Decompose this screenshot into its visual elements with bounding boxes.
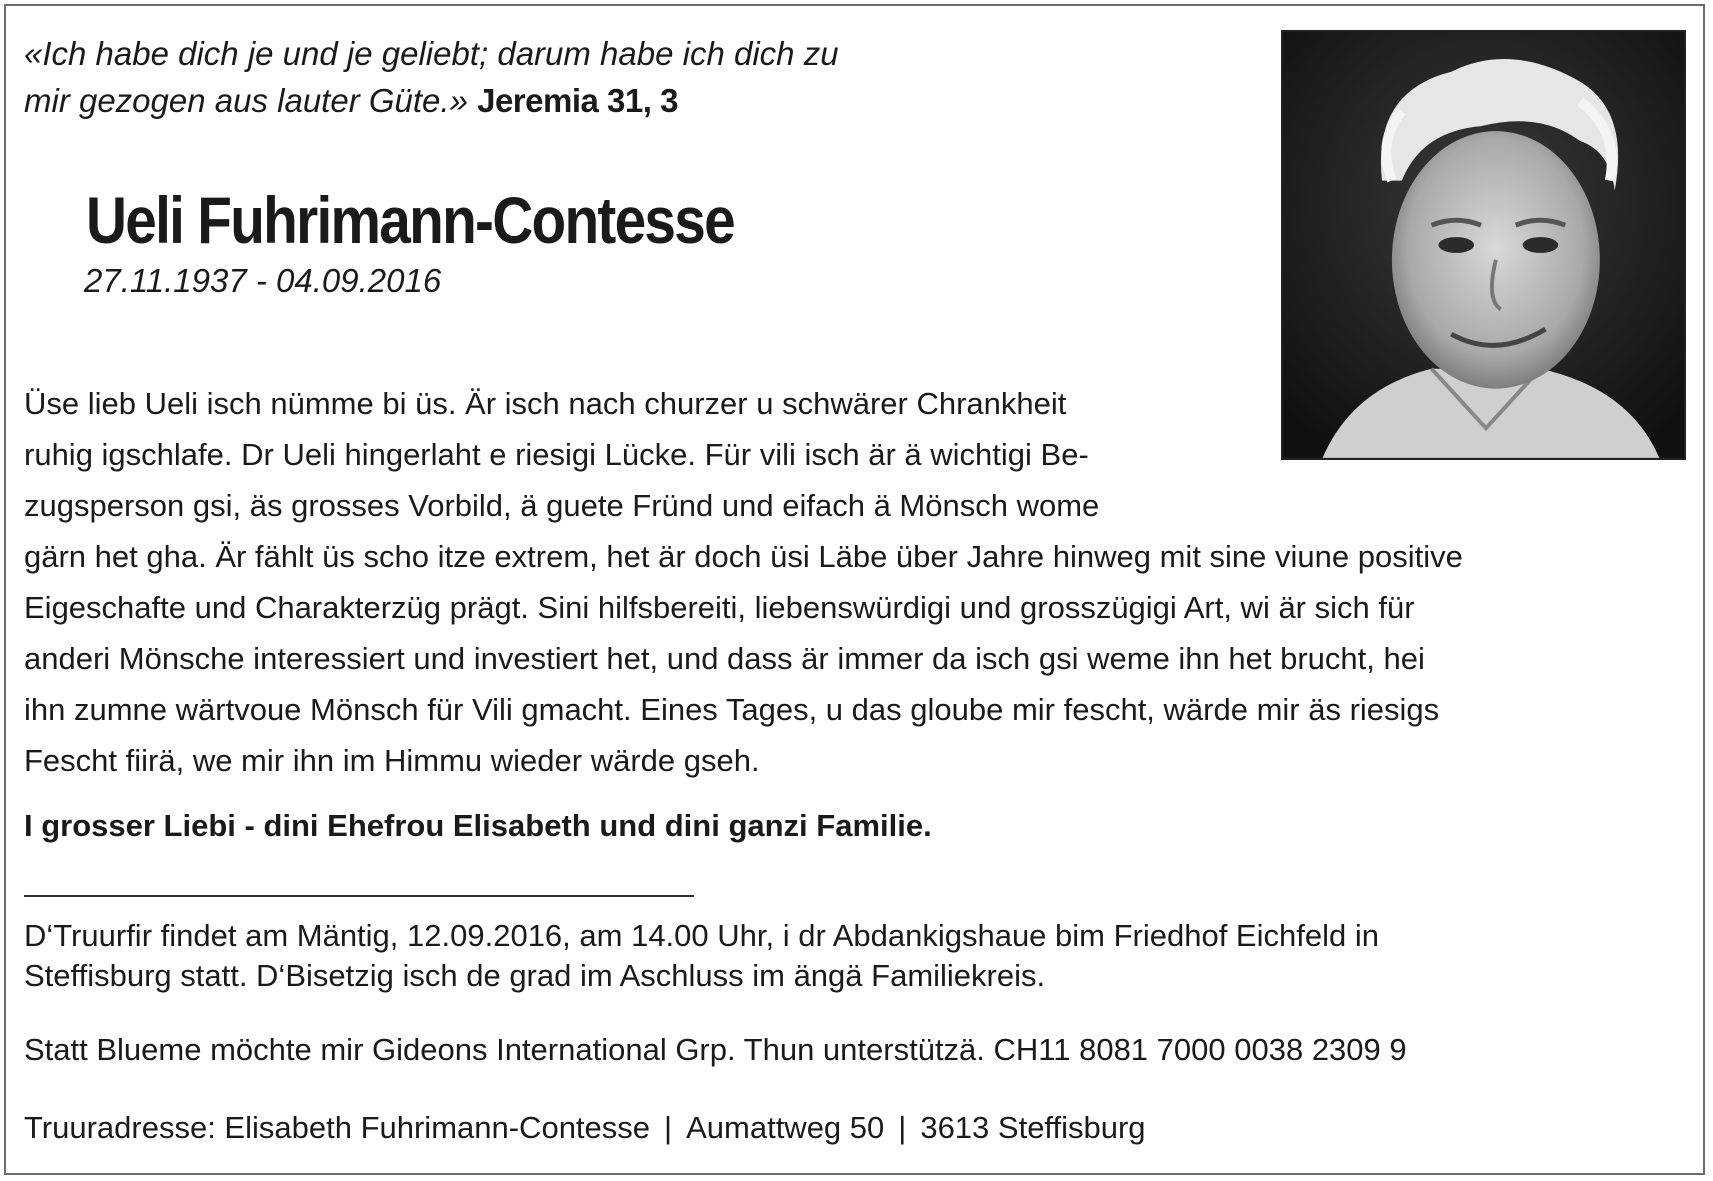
quote-line-1: «Ich habe dich je und je geliebt; darum habe ich dich zu xyxy=(24,35,839,72)
address-city: 3613 Steffisburg xyxy=(920,1110,1146,1145)
obituary-line: Üse lieb Ueli isch nümme bi üs. Är isch nach churzer u schwärer Chrankheit xyxy=(24,386,1067,421)
funeral-info-line-2: Steffisburg statt. D‘Bisetzig isch de grad im Aschluss im ängä Familiekreis. xyxy=(24,958,1046,993)
funeral-info-line-1: D‘Truurfir findet am Mäntig, 12.09.2016, am 14.00 Uhr, i dr Abdankigshaue bim Friedhof Eichfeld in xyxy=(24,918,1379,953)
obituary-line: ruhig igschlafe. Dr Ueli hingerlaht e riesigi Lücke. Für vili isch är ä wichtigi Be- xyxy=(24,437,1089,472)
life-dates: 27.11.1937 - 04.09.2016 xyxy=(84,262,442,299)
closing-signature: I grosser Liebi - dini Ehefrou Elisabeth und dini ganzi Familie. xyxy=(24,808,932,843)
bible-quote xyxy=(24,30,1044,124)
funeral-info xyxy=(24,916,1684,996)
address-street: Aumattweg 50 xyxy=(686,1110,885,1145)
obituary-line: zugsperson gsi, äs grosses Vorbild, ä guete Fründ und eifach ä Mönsch wome xyxy=(24,488,1100,523)
quote-line-2-text: mir gezogen aus lauter Güte.» xyxy=(24,82,468,119)
obituary-line: gärn het gha. Är fählt üs scho itze extrem, het är doch üsi Läbe über Jahre hinweg mit sine viune positive xyxy=(24,539,1463,574)
obituary-line: Eigeschafte und Charakterzüg prägt. Sini hilfsbereiti, liebenswürdigi und grosszügigi Art, wi är sich für xyxy=(24,590,1415,625)
divider xyxy=(24,895,694,897)
address-separator: | xyxy=(898,1110,907,1145)
obituary-line: anderi Mönsche interessiert und investiert het, und dass är immer da isch gsi weme ihn het brucht, hei xyxy=(24,641,1425,676)
quote-reference: Jeremia 31, 3 xyxy=(477,82,678,119)
obituary-line: Fescht fiirä, we mir ihn im Himmu wieder wärde gseh. xyxy=(24,743,760,778)
address-separator: | xyxy=(664,1110,673,1145)
obituary-text xyxy=(24,378,1684,786)
donation-info: Statt Blueme möchte mir Gideons International Grp. Thun unterstützä. CH11 8081 7000 0038 2309 9 xyxy=(24,1032,1407,1067)
mourning-address xyxy=(24,1108,1684,1148)
address-name: Truuradresse: Elisabeth Fuhrimann-Contesse xyxy=(24,1110,651,1145)
obituary-line: ihn zumne wärtvoue Mönsch für Vili gmacht. Eines Tages, u das gloube mir fescht, wärde mir äs riesigs xyxy=(24,692,1440,727)
quote-line-2 xyxy=(24,77,1044,124)
deceased-name: Ueli Fuhrimann-Contesse xyxy=(86,183,734,257)
